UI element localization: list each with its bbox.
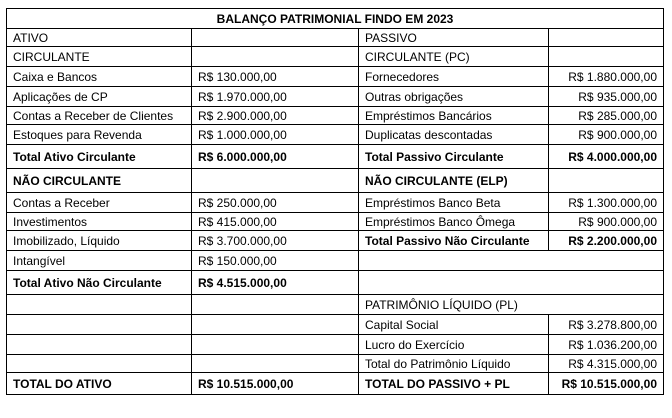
- table-row: [7, 315, 664, 335]
- grand-total-row: [7, 373, 664, 395]
- empty-cell: [192, 315, 359, 335]
- passivo-item-label: Outras obrigações: [359, 87, 549, 107]
- table-row: [7, 107, 664, 125]
- passivo-item-label: Empréstimos Banco Ômega: [359, 213, 549, 231]
- passivo-item-value: R$ 935.000,00: [549, 87, 664, 107]
- ativo-item-value: R$ 130.000,00: [192, 67, 359, 87]
- ativo-item-value: R$ 415.000,00: [192, 213, 359, 231]
- passivo-item-value: R$ 1.880.000,00: [549, 67, 664, 87]
- passivo-item-label: Empréstimos Banco Beta: [359, 193, 549, 213]
- table-row: [7, 251, 664, 271]
- passivo-item-value: R$ 900.000,00: [549, 213, 664, 231]
- passivo-total-circulante-label: Total Passivo Circulante: [359, 145, 549, 169]
- pl-item-label: Lucro do Exercício: [359, 335, 549, 355]
- empty-cell: [7, 295, 192, 315]
- passivo-circulante-label: CIRCULANTE (PC): [359, 47, 549, 67]
- ativo-item-label: Caixa e Bancos: [7, 67, 192, 87]
- circulante-label-row: [7, 47, 664, 67]
- empty-cell: [192, 169, 359, 193]
- empty-cell: [192, 355, 359, 373]
- total-circulante-row: [7, 145, 664, 169]
- passivo-total-circulante-value: R$ 4.000.000,00: [549, 145, 664, 169]
- ativo-item-label: Imobilizado, Líquido: [7, 231, 192, 251]
- empty-cell: [192, 295, 359, 315]
- passivo-item-label: Empréstimos Bancários: [359, 107, 549, 125]
- passivo-total-label: TOTAL DO PASSIVO + PL: [359, 373, 549, 395]
- pl-label-row: [7, 295, 664, 315]
- ativo-item-label: Contas a Receber de Clientes: [7, 107, 192, 125]
- passivo-item-value: R$ 1.300.000,00: [549, 193, 664, 213]
- ativo-total-label: TOTAL DO ATIVO: [7, 373, 192, 395]
- ativo-item-value: R$ 2.900.000,00: [192, 107, 359, 125]
- ativo-item-label: Contas a Receber: [7, 193, 192, 213]
- passivo-item-value: R$ 900.000,00: [549, 125, 664, 145]
- ativo-total-nao-circulante-label: Total Ativo Não Circulante: [7, 271, 192, 295]
- table-row: [7, 125, 664, 145]
- ativo-header: ATIVO: [7, 29, 192, 47]
- pl-item-value: R$ 3.278.800,00: [549, 315, 664, 335]
- pl-item-value: R$ 4.315.000,00: [549, 355, 664, 373]
- table-row: [7, 335, 664, 355]
- passivo-total-nao-circulante-label: Total Passivo Não Circulante: [359, 231, 549, 251]
- empty-cell: [359, 271, 664, 295]
- passivo-header: PASSIVO: [359, 29, 549, 47]
- pl-item-label: Total do Patrimônio Líquido: [359, 355, 549, 373]
- ativo-item-value: R$ 150.000,00: [192, 251, 359, 271]
- passivo-total-value: R$ 10.515.000,00: [549, 373, 664, 395]
- empty-cell: [7, 315, 192, 335]
- header-row: [7, 29, 664, 47]
- ativo-item-label: Aplicações de CP: [7, 87, 192, 107]
- balance-sheet-table: [6, 8, 664, 395]
- empty-cell: [549, 29, 664, 47]
- empty-cell: [192, 335, 359, 355]
- total-nao-circulante-ativo-row: [7, 271, 664, 295]
- ativo-item-value: R$ 250.000,00: [192, 193, 359, 213]
- pl-item-value: R$ 1.036.200,00: [549, 335, 664, 355]
- empty-cell: [192, 29, 359, 47]
- table-row: [7, 67, 664, 87]
- empty-cell: [359, 251, 664, 271]
- passivo-item-label: Fornecedores: [359, 67, 549, 87]
- passivo-nao-circulante-label: NÃO CIRCULANTE (ELP): [359, 169, 549, 193]
- table-row: [7, 213, 664, 231]
- passivo-item-value: R$ 285.000,00: [549, 107, 664, 125]
- nao-circulante-label-row: [7, 169, 664, 193]
- table-row: [7, 355, 664, 373]
- ativo-total-circulante-value: R$ 6.000.000,00: [192, 145, 359, 169]
- table-title: BALANÇO PATRIMONIAL FINDO EM 2023: [7, 9, 664, 29]
- ativo-circulante-label: CIRCULANTE: [7, 47, 192, 67]
- table-row: [7, 87, 664, 107]
- ativo-item-label: Intangível: [7, 251, 192, 271]
- pl-item-label: Capital Social: [359, 315, 549, 335]
- empty-cell: [549, 169, 664, 193]
- empty-cell: [549, 47, 664, 67]
- empty-cell: [192, 47, 359, 67]
- title-row: [7, 9, 664, 29]
- ativo-total-value: R$ 10.515.000,00: [192, 373, 359, 395]
- ativo-item-value: R$ 1.000.000,00: [192, 125, 359, 145]
- ativo-item-label: Estoques para Revenda: [7, 125, 192, 145]
- ativo-item-value: R$ 3.700.000,00: [192, 231, 359, 251]
- pl-label: PATRIMÔNIO LÍQUIDO (PL): [359, 295, 664, 315]
- passivo-item-label: Duplicatas descontadas: [359, 125, 549, 145]
- ativo-item-value: R$ 1.970.000,00: [192, 87, 359, 107]
- empty-cell: [7, 355, 192, 373]
- table-row: [7, 193, 664, 213]
- ativo-total-nao-circulante-value: R$ 4.515.000,00: [192, 271, 359, 295]
- ativo-nao-circulante-label: NÃO CIRCULANTE: [7, 169, 192, 193]
- empty-cell: [7, 335, 192, 355]
- passivo-total-nao-circulante-value: R$ 2.200.000,00: [549, 231, 664, 251]
- total-nao-circulante-passivo-row: [7, 231, 664, 251]
- ativo-total-circulante-label: Total Ativo Circulante: [7, 145, 192, 169]
- ativo-item-label: Investimentos: [7, 213, 192, 231]
